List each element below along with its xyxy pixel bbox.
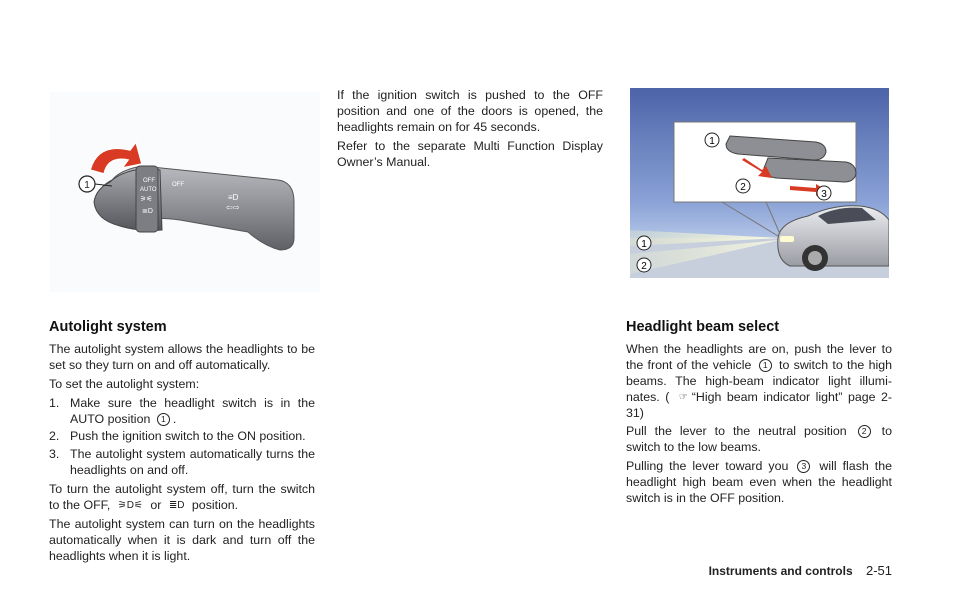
autolight-setup-lead: To set the autolight system: [49, 376, 200, 391]
autolight-off-instructions: To turn the autolight system off, turn the switch to the OFF, ⚞D⚟ or ≣D position. [49, 482, 315, 513]
svg-text:≣D: ≣D [142, 208, 153, 215]
beam-select-illustration [630, 88, 889, 278]
high-beam-instructions: When the headlights are on, push the lever to the front of the vehicle 1 to switch to the high beams. The high-beam indicator light illumi-nates. ( ☞ “High beam indicator light” page 2-31) [626, 341, 892, 420]
step-1: 1. Make sure the headlight switch is in the AUTO position 1 . [49, 395, 315, 426]
lever-off-side-label: OFF [172, 182, 184, 188]
beam-callout-3: 3 [821, 189, 827, 200]
autolight-heading: Autolight system [49, 319, 167, 335]
headlight-timeout-text: If the ignition switch is pushed to the OFF position and one of the doors is opened, the headlights remain on for 45 seconds. [337, 88, 603, 134]
svg-text:⚞⚟: ⚞⚟ [140, 196, 153, 203]
svg-text:⇦⇨: ⇦⇨ [226, 203, 240, 212]
callout-circle-2: 2 [858, 425, 871, 438]
callout-circle-1: 1 [759, 359, 772, 372]
callout-circle-3: 3 [797, 460, 810, 473]
lever-auto-label: AUTO [140, 187, 157, 193]
headlight-icon: ≣D [168, 500, 185, 512]
parking-light-icon: ⚞D⚟ [117, 500, 143, 512]
beam-callout-2: 2 [740, 182, 746, 193]
middle-section [337, 88, 603, 174]
page-footer [709, 563, 892, 578]
autolight-behavior: The autolight system can turn on the headlights automatically when it is dark and turn off the headlights when it is light. [49, 516, 315, 563]
beam-select-heading: Headlight beam select [626, 319, 780, 335]
lever-off-label: OFF [143, 178, 155, 184]
figure-callout-1: 1 [84, 180, 90, 191]
svg-text:≡D: ≡D [228, 193, 239, 202]
callout-circle-1: 1 [157, 413, 170, 426]
footer-section-title: Instruments and controls [708, 564, 853, 578]
beam-callout-1: 1 [709, 136, 715, 147]
autolight-intro: The autolight system allows the headlights to be set so they turn on and off automatically. [49, 341, 315, 372]
low-beam-instructions: Pull the lever to the neutral position 2 to switch to the low beams. [626, 424, 892, 455]
beam-low-callout: 2 [641, 261, 647, 272]
autolight-steps [49, 396, 315, 480]
autolight-section [49, 320, 315, 568]
autolight-lever-illustration [50, 92, 320, 292]
step-2: 2. Push the ignition switch to the ON position. [49, 429, 306, 444]
page-number: 2-51 [865, 563, 892, 578]
beam-select-section [626, 320, 892, 510]
owners-manual-reference: Refer to the separate Multi Function Display Owner’s Manual. [337, 138, 603, 169]
step-3: 3. The autolight system automatically turns the headlights on and off. [49, 447, 315, 478]
flash-instructions: Pulling the lever toward you 3 will flash the headlight high beam even when the headlight switch is in the OFF position. [626, 459, 892, 506]
beam-high-callout: 1 [641, 239, 647, 250]
reference-hand-icon: ☞ [678, 391, 688, 403]
